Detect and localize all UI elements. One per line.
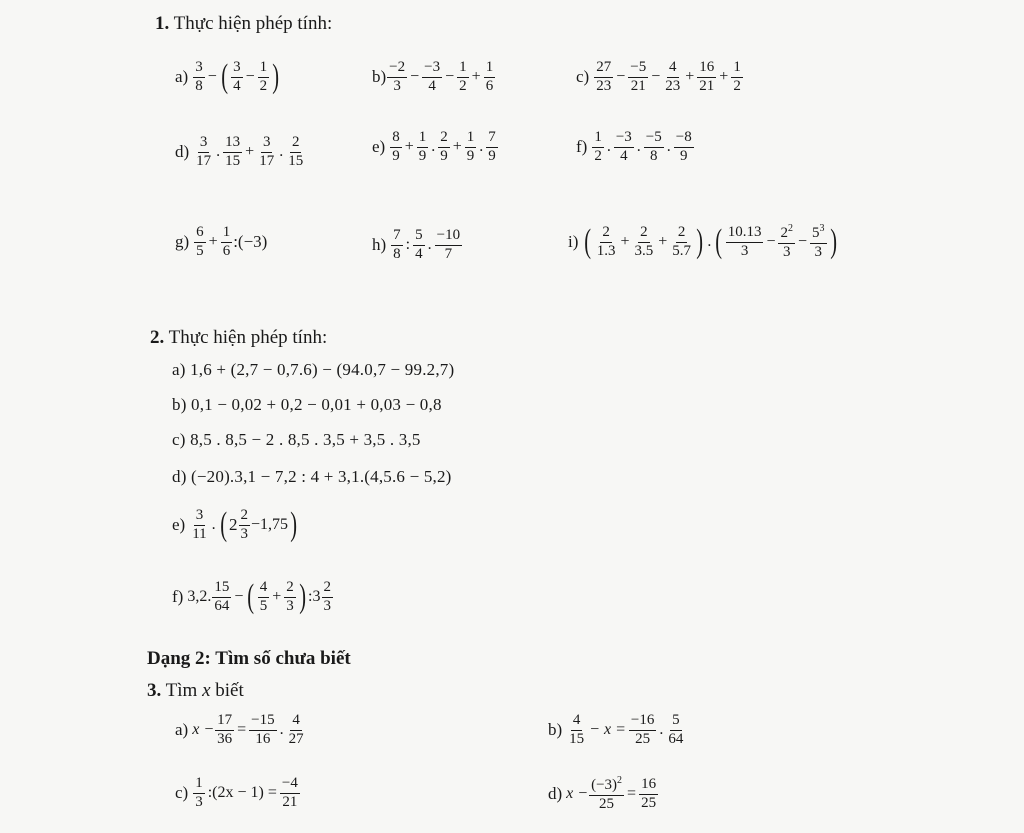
exercise-label: f) [576,137,588,157]
denominator: 9 [680,147,688,164]
numerator: −4 [280,776,300,794]
denominator: 27 [288,730,304,747]
section3-number: 3. [147,680,162,701]
denominator: 15 [288,152,304,169]
fraction [486,130,498,165]
denominator: 3 [286,597,294,614]
exercise-1f [576,130,695,165]
parenthesis: ) [829,223,837,261]
fraction [212,580,231,615]
operator: + [685,68,695,86]
operator: . [666,138,671,156]
section1-title: Thực hiện phép tính: [173,13,333,34]
numerator: 5 [670,713,682,731]
exercise-label: h) [372,235,387,255]
operator: + [208,233,218,251]
denominator: 3 [740,242,749,259]
denominator: 3 [782,243,791,260]
exercise-1h [372,228,463,263]
operator: . [431,138,436,156]
denominator: 8 [393,245,401,262]
denominator: 8 [650,147,658,164]
operator: = [237,721,247,739]
exercise-2a: a) 1,6 + (2,7 − 0,7.6) − (94.0,7 − 99.2,7) [172,360,455,379]
denominator: 3 [240,525,248,542]
fraction [457,60,469,95]
denominator: 9 [440,147,448,164]
fraction [595,225,618,260]
exercise-label: c) [175,783,189,803]
fraction [286,135,305,170]
numerator: 16 [697,60,716,78]
numerator: 10.13 [726,225,764,243]
denominator: 4 [415,245,423,262]
section2-title: Thực hiện phép tính: [168,327,328,348]
fraction [567,713,586,748]
numerator: 2 [284,580,296,598]
fraction [190,508,208,543]
fraction [670,225,693,260]
exercise-label: e) [172,515,186,535]
exponent: 2 [787,223,793,234]
numerator: 1 [258,60,270,78]
numerator: −16 [629,713,656,731]
numerator: 7 [486,130,498,148]
numerator: 1 [457,60,469,78]
numerator: −5 [628,60,648,78]
fraction [417,130,429,165]
exponent: 2 [617,775,623,786]
numerator: $5^3$ [810,224,827,244]
denominator: 4 [233,77,241,94]
numerator: 4 [258,580,270,598]
dang2-heading: Dạng 2: Tìm số chưa biết [147,648,351,669]
operator: . [279,143,284,161]
operator: − [234,588,244,606]
operator: − [766,233,776,251]
numerator: 4 [667,60,679,78]
fraction [284,580,296,615]
denominator: 2 [259,77,268,94]
exercise-1b [372,60,496,95]
denominator: 4 [620,147,628,164]
fraction [438,130,450,165]
fraction [215,713,234,748]
numerator: $2^2$ [778,224,795,244]
denominator: 5 [259,597,268,614]
operator: − [245,68,255,86]
denominator: 25 [599,795,615,812]
denominator: 5.7 [672,242,692,259]
numerator: 3 [198,135,210,153]
fraction [413,228,425,263]
operator: − [651,68,661,86]
numerator: 4 [290,713,302,731]
parenthesis: ) [298,578,306,616]
denominator: 6 [222,242,231,259]
exercise-3d: d) x − $\frac{(-3)^2}{25}$ = $\frac{16}{25}$ [548,775,657,812]
numerator: 1 [417,130,429,148]
exercise-label: a) [175,720,189,740]
exercise-3c: c) $\frac{1}{3}$ :(2x − 1) = $\frac{-4}{21}$ [175,775,298,810]
exercise-label: a) [175,67,189,87]
operator: . [479,138,484,156]
mixed-number: 2 $\frac{2}{3}$ [229,507,248,542]
fraction [484,60,496,95]
exercise-label: b) [548,720,563,740]
operator: . [279,721,284,739]
denominator: 64 [668,730,684,747]
numerator: 2 [322,580,334,598]
fraction [589,776,624,813]
numerator: 8 [390,130,402,148]
numerator: 1 [484,60,496,78]
operator: − [445,68,455,86]
fraction [258,60,270,95]
exercise-2f: f) 3,2. $\frac{15}{64}$ − ( $\frac{4}{5}$ + $\frac{2}{3}$ ) :3 $\frac{2}{3}$ [172,578,331,616]
denominator: 17 [259,152,275,169]
numerator: −3 [614,130,634,148]
exercise-label: f) [172,587,184,607]
operator: + [404,138,414,156]
denominator: 17 [196,152,212,169]
fraction [810,224,827,261]
numerator: 4 [571,713,583,731]
fraction [639,777,658,812]
numerator: 1 [221,225,233,243]
parenthesis: ) [272,58,280,96]
exercise-label: d) [548,784,563,804]
parenthesis: ( [715,223,723,261]
denominator: 25 [635,730,651,747]
numerator: −3 [422,60,442,78]
operator: . [707,233,712,251]
operator: − [797,233,807,251]
fraction [594,60,613,95]
numerator: 1 [731,60,743,78]
fraction [193,776,205,811]
parenthesis: ( [219,506,227,544]
exercise-label: g) [175,232,190,252]
denominator: 36 [217,730,233,747]
fraction [697,60,716,95]
numerator: −15 [249,713,276,731]
exercise-3a: a) x − $\frac{17}{36}$ = $\frac{-15}{16}$ . $\frac{4}{27}$ [175,712,304,747]
operator: + [245,143,255,161]
exercise-1d [175,135,306,170]
fraction [387,60,407,95]
denominator: 5 [196,242,204,259]
fraction [193,60,205,95]
denominator: 23 [665,77,681,94]
section1-heading [155,13,332,35]
exercise-2c: c) 8,5 . 8,5 − 2 . 8,5 . 3,5 + 3,5 . 3,5 [172,430,421,449]
denominator: 64 [214,597,230,614]
operator: + [452,138,462,156]
fraction [731,60,743,95]
numerator: 2 [676,225,688,243]
denominator: 9 [488,147,496,164]
operator: + [620,233,630,251]
exponent: 3 [819,223,825,234]
denominator: 8 [195,77,203,94]
operator: − [410,68,420,86]
denominator: 4 [428,77,436,94]
parenthesis: ( [584,223,592,261]
numerator: 3 [193,60,205,78]
operator: + [272,588,282,606]
exercise-1c [576,60,744,95]
exercise-2d: d) (−20).3,1 − 7,2 : 4 + 3,1.(4,5.6 − 5,2) [172,467,452,486]
denominator: 23 [596,77,612,94]
parenthesis: ) [290,506,298,544]
numerator: 27 [594,60,613,78]
math-part [239,508,251,543]
operator: . [211,516,216,534]
exercise-2e: e) $\frac{3}{11}$ . ( 2 $\frac{2}{3}$ −1,75 ) [172,506,298,544]
exercise-1i [568,224,839,261]
parenthesis: ( [247,578,255,616]
numerator: 6 [194,225,206,243]
fraction [629,713,656,748]
fraction [674,130,694,165]
denominator: 3 [323,597,331,614]
numerator: 16 [639,777,658,795]
fraction [628,60,648,95]
fraction [258,580,270,615]
denominator: 2 [733,77,741,94]
fraction [194,225,206,260]
operator: . [636,138,641,156]
numerator: 1 [592,130,604,148]
parenthesis: ( [221,58,228,96]
numerator: −8 [674,130,694,148]
numerator: $(-3)^2$ [589,776,624,796]
section3-heading: 3. Tìm x biết [147,680,244,701]
numerator: 3 [261,135,273,153]
denominator: 21 [282,793,298,810]
exercise-1g: g) $\frac{6}{5}$ + $\frac{1}{6}$ :(−3) [175,224,268,259]
denominator: 3.5 [634,242,654,259]
denominator: 25 [641,794,657,811]
operator: + [658,233,668,251]
numerator: 1 [193,776,205,794]
numerator: 17 [215,713,234,731]
denominator: 3 [393,77,401,94]
fraction [592,130,604,165]
numerator: 3 [231,60,243,78]
numerator: 13 [223,135,242,153]
denominator: 9 [466,147,475,164]
denominator: 2 [459,77,467,94]
denominator: 21 [699,77,715,94]
denominator: 9 [418,147,427,164]
fraction [390,130,402,165]
fraction [194,135,213,170]
fraction [633,225,656,260]
fraction [435,228,462,263]
denominator: 1.3 [596,242,616,259]
denominator: 9 [392,147,400,164]
fraction [223,135,242,170]
operator: + [471,68,481,86]
numerator: 2 [290,135,302,153]
numerator: 3 [194,508,206,526]
numerator: 15 [212,580,231,598]
numerator: 7 [391,228,403,246]
exercise-1a [175,60,281,95]
denominator: 2 [594,147,602,164]
parenthesis: ) [696,223,704,261]
numerator: −2 [387,60,407,78]
denominator: 15 [569,730,585,747]
fraction [287,713,306,748]
fraction [391,228,403,263]
fraction [221,225,233,260]
exercise-label: e) [372,137,386,157]
exercise-2b: b) 0,1 − 0,02 + 0,2 − 0,01 + 0,03 − 0,8 [172,395,442,414]
denominator: 6 [485,77,494,94]
operator: = [627,785,637,803]
operator: . [427,236,432,254]
exercise-label: d) [175,142,190,162]
numerator: −5 [644,130,664,148]
operator: + [719,68,729,86]
fraction [778,224,795,261]
operator: . [606,138,611,156]
denominator: 16 [255,730,271,747]
fraction [726,225,764,260]
fraction [465,130,477,165]
fraction [231,60,243,95]
denominator: 21 [630,77,646,94]
section2-heading [150,327,327,349]
numerator: 5 [413,228,425,246]
fraction [614,130,634,165]
denominator: 3 [195,793,203,810]
numerator: 2 [438,130,450,148]
fraction [322,580,334,615]
denominator: 7 [444,245,453,262]
operator: − [207,68,217,86]
numerator: −10 [435,228,462,246]
exercise-label: i) [568,232,579,252]
denominator: 3 [814,243,822,260]
exercise-3b: b) $\frac{4}{15}$ − x = $\frac{-16}{25}$ . $\frac{5}{64}$ [548,712,684,747]
numerator: 2 [600,225,612,243]
operator: . [216,143,221,161]
operator: : [405,236,411,254]
fraction [644,130,664,165]
denominator: 11 [192,525,207,542]
section1-number: 1. [155,13,170,34]
operator: − [616,68,626,86]
exercise-label: c) [576,67,590,87]
numerator: 2 [638,225,650,243]
fraction [249,713,276,748]
fraction [663,60,682,95]
fraction [666,713,685,748]
operator: . [659,721,664,739]
denominator: 15 [225,152,241,169]
fraction [257,135,276,170]
exercise-1e [372,130,499,165]
numerator: 2 [239,508,251,526]
exercise-label: b) [372,67,387,87]
numerator: 1 [465,130,477,148]
fraction [280,776,300,811]
section2-number: 2. [150,327,165,348]
fraction [422,60,442,95]
